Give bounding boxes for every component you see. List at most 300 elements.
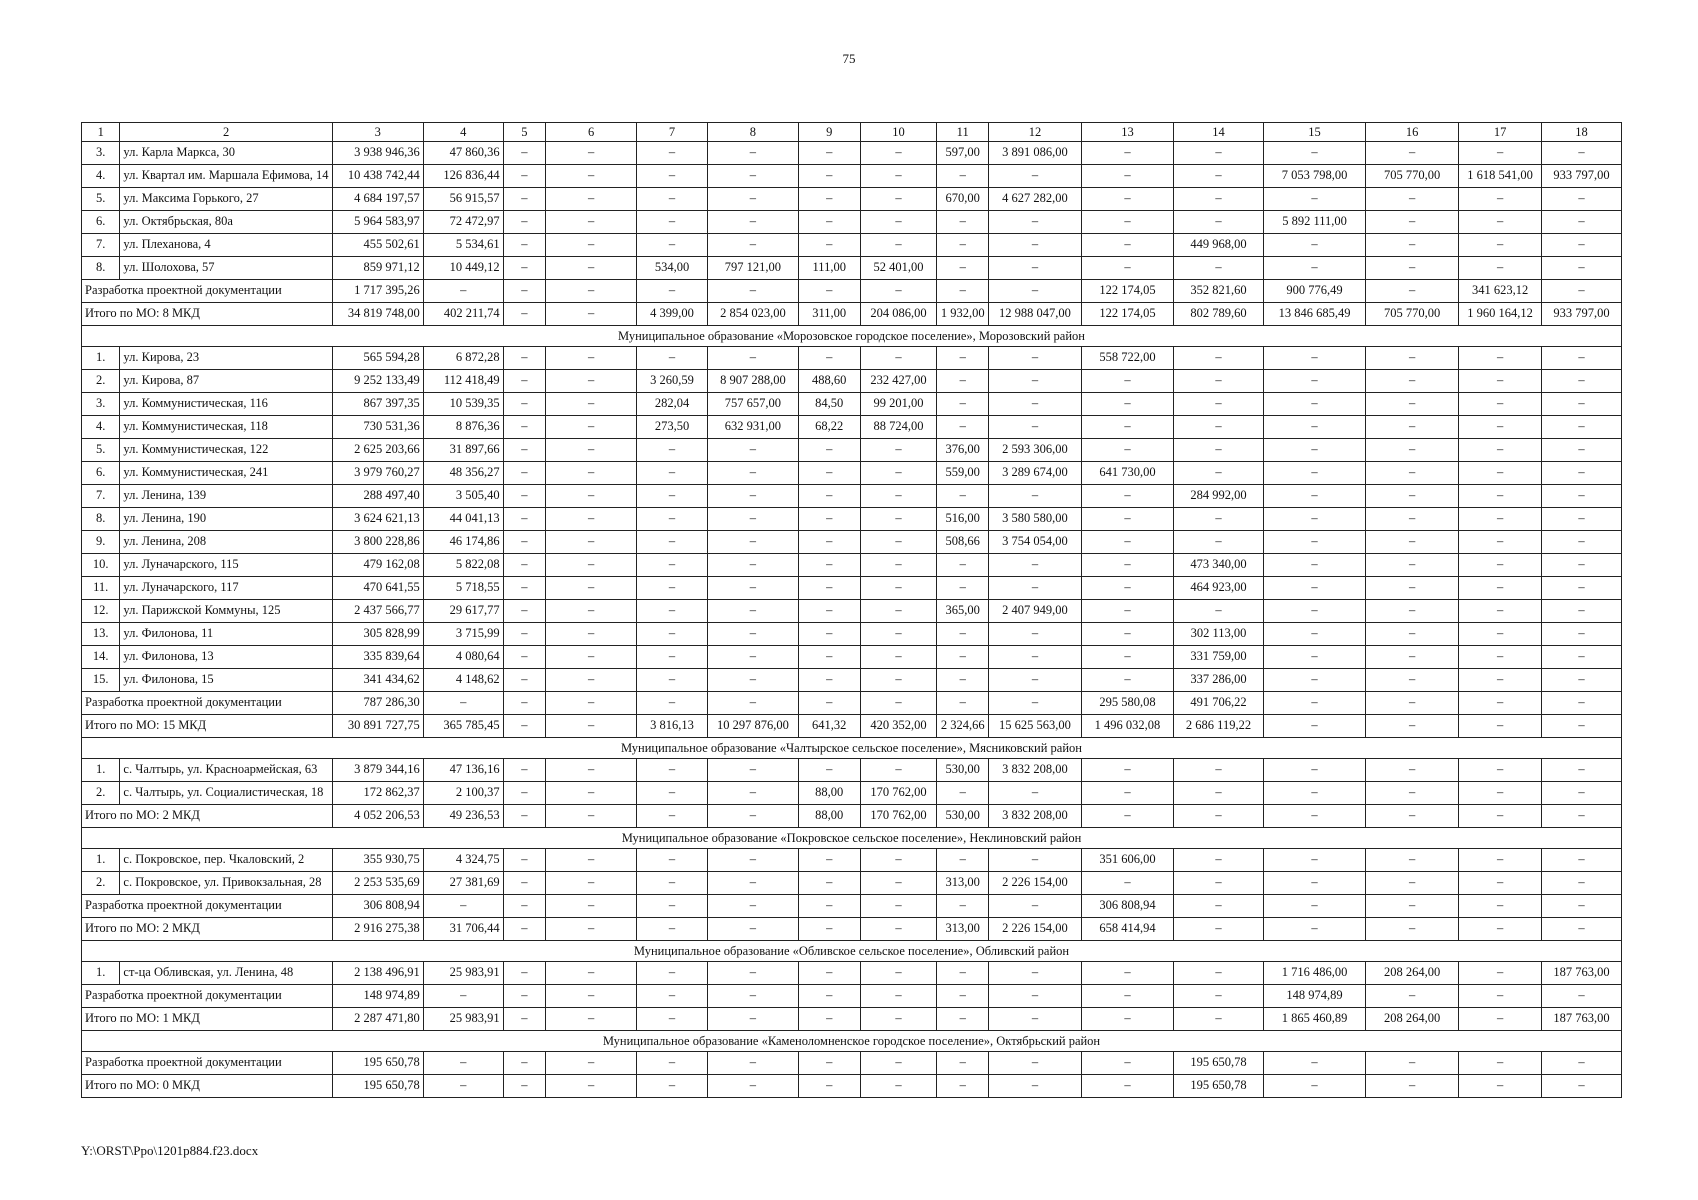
amount-cell: – xyxy=(860,439,937,462)
building-address: ул. Филонова, 15 xyxy=(120,669,332,692)
amount-cell: – xyxy=(546,439,637,462)
amount-cell: – xyxy=(637,462,708,485)
amount-cell: – xyxy=(637,985,708,1008)
amount-cell: – xyxy=(1459,234,1542,257)
amount-cell: – xyxy=(503,985,545,1008)
amount-cell: – xyxy=(503,142,545,165)
amount-cell: – xyxy=(937,347,989,370)
amount-cell: 3 938 946,36 xyxy=(332,142,423,165)
amount-cell: 565 594,28 xyxy=(332,347,423,370)
amount-cell: 195 650,78 xyxy=(332,1052,423,1075)
amount-cell: – xyxy=(707,234,798,257)
amount-cell: 1 496 032,08 xyxy=(1081,715,1173,738)
amount-cell: – xyxy=(1459,692,1542,715)
amount-cell: – xyxy=(503,531,545,554)
amount-cell: – xyxy=(546,759,637,782)
amount-cell: 4 684 197,57 xyxy=(332,188,423,211)
amount-cell: – xyxy=(988,280,1081,303)
amount-cell: – xyxy=(546,600,637,623)
amount-cell: – xyxy=(546,669,637,692)
amount-cell: – xyxy=(1263,439,1365,462)
amount-cell: – xyxy=(423,1052,503,1075)
amount-cell: 10 449,12 xyxy=(423,257,503,280)
row-number: 5. xyxy=(82,188,120,211)
amount-cell: – xyxy=(546,188,637,211)
municipality-section-header xyxy=(82,828,1622,849)
amount-cell: – xyxy=(860,872,937,895)
amount-cell: – xyxy=(1366,393,1459,416)
summary-row xyxy=(82,1052,1622,1075)
amount-cell: – xyxy=(707,669,798,692)
amount-cell: – xyxy=(860,600,937,623)
amount-cell: 559,00 xyxy=(937,462,989,485)
amount-cell: 112 418,49 xyxy=(423,370,503,393)
amount-cell: – xyxy=(423,692,503,715)
summary-row xyxy=(82,715,1622,738)
amount-cell: 867 397,35 xyxy=(332,393,423,416)
amount-cell: – xyxy=(707,347,798,370)
amount-cell: 632 931,00 xyxy=(707,416,798,439)
amount-cell: – xyxy=(637,759,708,782)
amount-cell: – xyxy=(1263,462,1365,485)
amount-cell: – xyxy=(1542,759,1622,782)
amount-cell: – xyxy=(1263,1052,1365,1075)
building-row xyxy=(82,849,1622,872)
amount-cell: – xyxy=(860,1052,937,1075)
amount-cell: – xyxy=(1174,257,1264,280)
summary-label: Разработка проектной документации xyxy=(82,985,333,1008)
amount-cell: 27 381,69 xyxy=(423,872,503,895)
building-address: ул. Плеханова, 4 xyxy=(120,234,332,257)
amount-cell: – xyxy=(637,805,708,828)
row-number: 3. xyxy=(82,142,120,165)
amount-cell: 787 286,30 xyxy=(332,692,423,715)
amount-cell: – xyxy=(503,211,545,234)
amount-cell: 47 136,16 xyxy=(423,759,503,782)
column-number-header: 18 xyxy=(1542,123,1622,142)
column-number-header: 15 xyxy=(1263,123,1365,142)
amount-cell: – xyxy=(503,692,545,715)
amount-cell: – xyxy=(503,188,545,211)
amount-cell: 331 759,00 xyxy=(1174,646,1264,669)
building-row xyxy=(82,165,1622,188)
amount-cell: 1 960 164,12 xyxy=(1459,303,1542,326)
amount-cell: – xyxy=(503,669,545,692)
amount-cell: 3 754 054,00 xyxy=(988,531,1081,554)
amount-cell: – xyxy=(546,1008,637,1031)
amount-cell: – xyxy=(1263,646,1365,669)
amount-cell: – xyxy=(1459,849,1542,872)
building-address: ул. Филонова, 13 xyxy=(120,646,332,669)
amount-cell: – xyxy=(1263,485,1365,508)
amount-cell: 84,50 xyxy=(798,393,860,416)
amount-cell: – xyxy=(707,577,798,600)
amount-cell: 2 138 496,91 xyxy=(332,962,423,985)
amount-cell: – xyxy=(546,1052,637,1075)
building-address: ул. Кирова, 23 xyxy=(120,347,332,370)
amount-cell: – xyxy=(546,782,637,805)
row-number: 11. xyxy=(82,577,120,600)
amount-cell: – xyxy=(1174,416,1264,439)
amount-cell: – xyxy=(637,234,708,257)
amount-cell: – xyxy=(637,485,708,508)
amount-cell: 4 399,00 xyxy=(637,303,708,326)
amount-cell: – xyxy=(1263,759,1365,782)
amount-cell: – xyxy=(1174,918,1264,941)
amount-cell: – xyxy=(1366,1052,1459,1075)
amount-cell: – xyxy=(1542,715,1622,738)
amount-cell: – xyxy=(798,462,860,485)
row-number: 6. xyxy=(82,211,120,234)
amount-cell: 12 988 047,00 xyxy=(988,303,1081,326)
building-row xyxy=(82,416,1622,439)
building-row xyxy=(82,234,1622,257)
amount-cell: – xyxy=(1459,782,1542,805)
amount-cell: – xyxy=(707,759,798,782)
amount-cell: – xyxy=(1542,577,1622,600)
amount-cell: – xyxy=(546,849,637,872)
row-number: 15. xyxy=(82,669,120,692)
column-number-header: 3 xyxy=(332,123,423,142)
row-number: 6. xyxy=(82,462,120,485)
amount-cell: – xyxy=(1366,782,1459,805)
amount-cell: 365 785,45 xyxy=(423,715,503,738)
amount-cell: – xyxy=(637,646,708,669)
municipality-name: Муниципальное образование «Покровское сельское поселение», Неклиновский район xyxy=(82,828,1622,849)
amount-cell: 2 625 203,66 xyxy=(332,439,423,462)
amount-cell: – xyxy=(1459,188,1542,211)
building-row xyxy=(82,962,1622,985)
amount-cell: – xyxy=(1081,782,1173,805)
amount-cell: – xyxy=(1263,416,1365,439)
amount-cell: – xyxy=(798,1008,860,1031)
amount-cell: 2 593 306,00 xyxy=(988,439,1081,462)
building-address: ул. Луначарского, 115 xyxy=(120,554,332,577)
amount-cell: – xyxy=(503,715,545,738)
amount-cell: – xyxy=(988,1075,1081,1098)
amount-cell: 705 770,00 xyxy=(1366,165,1459,188)
amount-cell: – xyxy=(860,692,937,715)
amount-cell: 376,00 xyxy=(937,439,989,462)
amount-cell: – xyxy=(860,188,937,211)
row-number: 1. xyxy=(82,759,120,782)
amount-cell: 232 427,00 xyxy=(860,370,937,393)
amount-cell: – xyxy=(1174,439,1264,462)
amount-cell: – xyxy=(707,1075,798,1098)
amount-cell: 305 828,99 xyxy=(332,623,423,646)
amount-cell: – xyxy=(1459,554,1542,577)
amount-cell: 111,00 xyxy=(798,257,860,280)
amount-cell: – xyxy=(546,805,637,828)
amount-cell: 8 907 288,00 xyxy=(707,370,798,393)
summary-label: Разработка проектной документации xyxy=(82,280,333,303)
building-address: ул. Карла Маркса, 30 xyxy=(120,142,332,165)
amount-cell: – xyxy=(546,623,637,646)
amount-cell: – xyxy=(1263,142,1365,165)
amount-cell: – xyxy=(860,531,937,554)
amount-cell: 195 650,78 xyxy=(1174,1075,1264,1098)
amount-cell: 5 534,61 xyxy=(423,234,503,257)
amount-cell: 7 053 798,00 xyxy=(1263,165,1365,188)
amount-cell: 3 979 760,27 xyxy=(332,462,423,485)
summary-label: Итого по МО: 0 МКД xyxy=(82,1075,333,1098)
row-number: 7. xyxy=(82,485,120,508)
amount-cell: – xyxy=(988,347,1081,370)
amount-cell: – xyxy=(798,918,860,941)
amount-cell: – xyxy=(860,554,937,577)
amount-cell: 88 724,00 xyxy=(860,416,937,439)
amount-cell: – xyxy=(1542,188,1622,211)
amount-cell: – xyxy=(1081,646,1173,669)
summary-row xyxy=(82,303,1622,326)
amount-cell: – xyxy=(1081,872,1173,895)
amount-cell: 402 211,74 xyxy=(423,303,503,326)
amount-cell: – xyxy=(503,280,545,303)
amount-cell: – xyxy=(503,347,545,370)
amount-cell: 5 822,08 xyxy=(423,554,503,577)
amount-cell: – xyxy=(707,600,798,623)
amount-cell: – xyxy=(503,554,545,577)
building-address: с. Покровское, ул. Привокзальная, 28 xyxy=(120,872,332,895)
summary-row xyxy=(82,1008,1622,1031)
amount-cell: – xyxy=(546,918,637,941)
amount-cell: – xyxy=(860,918,937,941)
amount-cell: – xyxy=(1366,692,1459,715)
amount-cell: – xyxy=(707,1008,798,1031)
amount-cell: 122 174,05 xyxy=(1081,280,1173,303)
amount-cell: – xyxy=(1263,623,1365,646)
amount-cell: 3 580 580,00 xyxy=(988,508,1081,531)
amount-cell: 705 770,00 xyxy=(1366,303,1459,326)
amount-cell: – xyxy=(937,1052,989,1075)
amount-cell: – xyxy=(988,234,1081,257)
amount-cell: 306 808,94 xyxy=(332,895,423,918)
summary-row xyxy=(82,895,1622,918)
amount-cell: – xyxy=(503,872,545,895)
amount-cell: 2 437 566,77 xyxy=(332,600,423,623)
row-number: 8. xyxy=(82,257,120,280)
amount-cell: – xyxy=(1081,623,1173,646)
amount-cell: – xyxy=(1542,918,1622,941)
amount-cell: – xyxy=(546,370,637,393)
amount-cell: – xyxy=(707,188,798,211)
municipality-section-header xyxy=(82,738,1622,759)
amount-cell: 658 414,94 xyxy=(1081,918,1173,941)
amount-cell: – xyxy=(1459,370,1542,393)
amount-cell: – xyxy=(1459,531,1542,554)
amount-cell: 4 080,64 xyxy=(423,646,503,669)
amount-cell: – xyxy=(707,462,798,485)
amount-cell: – xyxy=(637,872,708,895)
amount-cell: – xyxy=(546,280,637,303)
amount-cell: 2 100,37 xyxy=(423,782,503,805)
amount-cell: 10 297 876,00 xyxy=(707,715,798,738)
amount-cell: – xyxy=(637,1008,708,1031)
amount-cell: – xyxy=(937,257,989,280)
building-row xyxy=(82,211,1622,234)
amount-cell: – xyxy=(988,692,1081,715)
amount-cell: – xyxy=(546,577,637,600)
amount-cell: – xyxy=(637,347,708,370)
amount-cell: – xyxy=(1366,439,1459,462)
amount-cell: 491 706,22 xyxy=(1174,692,1264,715)
amount-cell: 282,04 xyxy=(637,393,708,416)
amount-cell: 4 324,75 xyxy=(423,849,503,872)
row-number: 14. xyxy=(82,646,120,669)
amount-cell: – xyxy=(546,393,637,416)
repair-cost-table xyxy=(81,122,1622,1098)
amount-cell: – xyxy=(503,508,545,531)
building-row xyxy=(82,485,1622,508)
amount-cell: – xyxy=(1174,895,1264,918)
amount-cell: – xyxy=(1263,393,1365,416)
amount-cell: – xyxy=(1366,577,1459,600)
amount-cell: 49 236,53 xyxy=(423,805,503,828)
amount-cell: – xyxy=(937,962,989,985)
amount-cell: – xyxy=(1081,554,1173,577)
amount-cell: – xyxy=(503,485,545,508)
amount-cell: – xyxy=(1081,165,1173,188)
amount-cell: 5 892 111,00 xyxy=(1263,211,1365,234)
summary-label: Итого по МО: 2 МКД xyxy=(82,918,333,941)
amount-cell: – xyxy=(503,370,545,393)
amount-cell: – xyxy=(707,985,798,1008)
row-number: 2. xyxy=(82,370,120,393)
amount-cell: – xyxy=(503,782,545,805)
building-row xyxy=(82,872,1622,895)
amount-cell: – xyxy=(1459,872,1542,895)
amount-cell: 34 819 748,00 xyxy=(332,303,423,326)
amount-cell: – xyxy=(503,439,545,462)
column-number-header: 9 xyxy=(798,123,860,142)
amount-cell: – xyxy=(1459,142,1542,165)
amount-cell: – xyxy=(1263,669,1365,692)
amount-cell: 306 808,94 xyxy=(1081,895,1173,918)
amount-cell: – xyxy=(860,234,937,257)
amount-cell: – xyxy=(503,416,545,439)
building-address: ул. Максима Горького, 27 xyxy=(120,188,332,211)
amount-cell: – xyxy=(1459,715,1542,738)
amount-cell: – xyxy=(1263,508,1365,531)
amount-cell: – xyxy=(988,1052,1081,1075)
amount-cell: – xyxy=(546,211,637,234)
amount-cell: – xyxy=(937,646,989,669)
amount-cell: 195 650,78 xyxy=(1174,1052,1264,1075)
building-address: ул. Коммунистическая, 241 xyxy=(120,462,332,485)
amount-cell: – xyxy=(798,577,860,600)
amount-cell: 3 832 208,00 xyxy=(988,759,1081,782)
amount-cell: – xyxy=(546,142,637,165)
amount-cell: – xyxy=(937,1008,989,1031)
amount-cell: – xyxy=(1174,165,1264,188)
amount-cell: – xyxy=(1366,918,1459,941)
amount-cell: – xyxy=(637,165,708,188)
amount-cell: 88,00 xyxy=(798,782,860,805)
amount-cell: – xyxy=(1081,234,1173,257)
amount-cell: – xyxy=(798,439,860,462)
amount-cell: – xyxy=(1263,692,1365,715)
amount-cell: 204 086,00 xyxy=(860,303,937,326)
amount-cell: – xyxy=(860,669,937,692)
column-number-header: 2 xyxy=(120,123,332,142)
amount-cell: – xyxy=(1459,985,1542,1008)
amount-cell: – xyxy=(1459,1008,1542,1031)
amount-cell: – xyxy=(988,1008,1081,1031)
building-address: ул. Коммунистическая, 122 xyxy=(120,439,332,462)
amount-cell: 2 854 023,00 xyxy=(707,303,798,326)
amount-cell: – xyxy=(1542,462,1622,485)
column-number-header: 1 xyxy=(82,123,120,142)
amount-cell: 3 832 208,00 xyxy=(988,805,1081,828)
amount-cell: – xyxy=(1174,805,1264,828)
municipality-section-header xyxy=(82,941,1622,962)
amount-cell: 3 715,99 xyxy=(423,623,503,646)
amount-cell: 597,00 xyxy=(937,142,989,165)
amount-cell: – xyxy=(988,211,1081,234)
amount-cell: 30 891 727,75 xyxy=(332,715,423,738)
amount-cell: – xyxy=(1081,1075,1173,1098)
amount-cell: 670,00 xyxy=(937,188,989,211)
amount-cell: – xyxy=(1366,188,1459,211)
amount-cell: 488,60 xyxy=(798,370,860,393)
amount-cell: – xyxy=(988,646,1081,669)
amount-cell: – xyxy=(503,1052,545,1075)
amount-cell: – xyxy=(1174,782,1264,805)
amount-cell: 25 983,91 xyxy=(423,962,503,985)
amount-cell: – xyxy=(1366,646,1459,669)
amount-cell: – xyxy=(860,347,937,370)
amount-cell: – xyxy=(798,234,860,257)
row-number: 1. xyxy=(82,347,120,370)
building-row xyxy=(82,646,1622,669)
amount-cell: – xyxy=(503,759,545,782)
amount-cell: – xyxy=(637,669,708,692)
amount-cell: – xyxy=(1366,508,1459,531)
amount-cell: 933 797,00 xyxy=(1542,303,1622,326)
amount-cell: 730 531,36 xyxy=(332,416,423,439)
amount-cell: – xyxy=(937,669,989,692)
amount-cell: – xyxy=(637,439,708,462)
row-number: 4. xyxy=(82,165,120,188)
building-address: ул. Ленина, 208 xyxy=(120,531,332,554)
amount-cell: – xyxy=(1366,211,1459,234)
amount-cell: – xyxy=(1459,211,1542,234)
amount-cell: – xyxy=(937,211,989,234)
column-number-header: 4 xyxy=(423,123,503,142)
amount-cell: – xyxy=(546,985,637,1008)
amount-cell: – xyxy=(1174,531,1264,554)
amount-cell: 5 964 583,97 xyxy=(332,211,423,234)
amount-cell: 2 287 471,80 xyxy=(332,1008,423,1031)
amount-cell: – xyxy=(546,872,637,895)
amount-cell: – xyxy=(503,623,545,646)
amount-cell: – xyxy=(707,1052,798,1075)
amount-cell: – xyxy=(546,347,637,370)
amount-cell: – xyxy=(1542,600,1622,623)
amount-cell: – xyxy=(1459,577,1542,600)
amount-cell: – xyxy=(798,895,860,918)
amount-cell: 302 113,00 xyxy=(1174,623,1264,646)
building-row xyxy=(82,462,1622,485)
amount-cell: – xyxy=(1174,962,1264,985)
column-number-header: 11 xyxy=(937,123,989,142)
amount-cell: – xyxy=(1542,257,1622,280)
amount-cell: – xyxy=(707,918,798,941)
amount-cell: – xyxy=(1081,370,1173,393)
amount-cell: – xyxy=(1542,623,1622,646)
amount-cell: 464 923,00 xyxy=(1174,577,1264,600)
municipality-name: Муниципальное образование «Обливское сельское поселение», Обливский район xyxy=(82,941,1622,962)
